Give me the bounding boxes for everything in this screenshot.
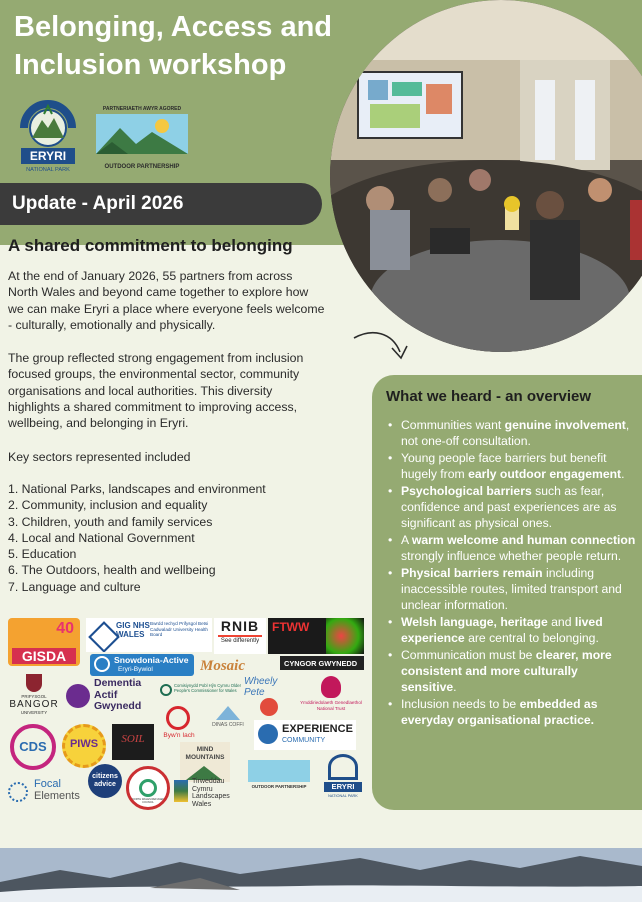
snowdonia-active-logo [90,654,194,676]
mosaic-name: Mosaic [200,658,245,674]
dinas-logo [204,706,252,736]
overview-text: including inaccessible routes, limited transport and unclear information. [401,565,622,613]
sector-item: 7. Language and culture [8,579,141,594]
nhs-logo [86,618,212,652]
sector-item: 3. Children, youth and family services [8,514,213,529]
overview-emphasis: warm welcome and human connection [411,532,636,547]
overview-item [384,565,636,614]
gisda-logo [8,618,80,666]
sector-item: 6. The Outdoors, health and wellbeing [8,563,216,578]
bangor-name: BANGOR [9,699,59,710]
dementia-text: Dementia Actif Gwynedd [94,678,142,712]
soil-logo [112,724,154,760]
overview-emphasis: genuine involvement [504,418,626,432]
eryri2-sub: NATIONAL PARK [328,794,358,798]
commissioner-text: Comisiynydd Pobl Hŷn Cymru Older People's Commissioner for Wales [174,683,242,694]
older-peoples-commissioner-logo [160,682,246,702]
overview-emphasis: embedded as everyday organisational practice. [401,696,598,728]
experience-sub: COMMUNITY [282,737,326,744]
mind-name: MIND MOUNTAINS [185,746,225,761]
curved-arrow-icon [352,330,412,375]
citizens-name: citizens advice [92,773,118,788]
focal-elements-logo [8,778,88,806]
overview-item [384,417,636,449]
overview-text: such as fear, confidence and past experiences are as significant as physical ones. [401,483,617,531]
text-line: At the end of January 2026, 55 partners from across [8,269,293,283]
overview-text: Communication must be [401,647,536,662]
overview-text: strongly influence whether people return. [401,549,622,564]
piws-logo [62,724,106,768]
rnib-sub: See differently [220,638,260,644]
bangor-sub: UNIVERSITY [20,710,48,715]
overview-text: Inclusion needs to be [401,696,520,711]
nhs-text: Bwrdd Iechyd Prifysgol Betsi Cadwaladr University Health Board [150,621,209,638]
gwynedd-name: CYNGOR GWYNEDD [284,659,358,668]
mountain-landscape-image [0,848,642,902]
stripes-icon [174,780,188,802]
wheely-name: Wheely Pete [244,676,278,698]
bywnlach-name: Byw'n Iach [163,732,195,739]
dementia-icon [66,684,90,708]
ftww-face-icon [326,618,364,654]
sector-list [8,481,266,595]
eryri-national-park-logo [18,92,78,174]
bangor-top: PRIFYSGOL [21,694,47,699]
cds-name: CDS [19,739,47,754]
ftww-name: FTWW [272,620,310,634]
text-line: - culturally, emotionally and physically. [8,317,216,332]
update-banner [0,183,322,225]
cyngor-gwynedd-logo [280,656,364,670]
overview-item [384,696,636,728]
overview-title: What we heard - an overview [386,388,592,405]
overview-emphasis: Physical barriers remain [401,565,543,580]
tirweddau-cymru-logo [174,776,240,810]
svg-text:PARTNERIAETH AWYR AGORED: PARTNERIAETH AWYR AGORED [102,106,182,112]
text-line: focused groups, the environmental sector, community [8,367,300,382]
gisda-name: GISDA [12,648,76,664]
landscape-icon [248,760,310,782]
text-line: we can make Eryri a place where everyone feels welcome [8,301,325,316]
bangor-university-logo [6,672,62,718]
focal-text: Focal Elements [34,778,80,802]
crest-icon [26,674,42,692]
overview-emphasis: Welsh language, heritage [401,614,548,629]
dementia-actif-logo [66,678,158,720]
refugee-council-logo [126,766,170,810]
heart-icon [166,706,190,730]
snowdonia-sub: Eryri-Bywiol [118,666,153,673]
partner-logos [0,614,372,814]
overview-item [384,647,636,696]
svg-text:NATIONAL PARK: NATIONAL PARK [26,167,70,173]
intro-paragraph-2 [8,350,358,431]
bulb-icon [8,782,28,802]
rnib-name: RNIB [220,618,260,634]
overview-text: , not one-off consultation. [401,418,630,449]
sector-item: 4. Local and National Government [8,530,195,545]
oak-leaf-icon [321,676,341,698]
text-line: The group reflected strong engagement from inclusion [8,351,304,365]
sector-item: 1. National Parks, landscapes and environment [8,482,266,496]
cds-logo [10,724,56,770]
text-line: wellbeing, and belonging in Eryri. [8,416,189,431]
overview-list [384,417,636,729]
overview-item [384,532,636,564]
update-label: Update - April 2026 [12,193,184,214]
sector-item: 5. Education [8,547,77,562]
commissioner-icon [160,684,172,696]
title-line-1: Belonging, Access and [14,11,332,43]
text-line: North Wales and beyond came together to explore how [8,285,309,300]
eryri-small-logo [322,754,364,802]
divider [218,635,262,637]
overview-emphasis: clearer, more consistent and more culturally sensitive [401,647,612,695]
eryri2-name: ERYRI [324,782,362,792]
national-trust-logo [298,676,364,722]
intro-paragraph-1 [8,268,358,333]
snowdonia-name: Snowdonia-Active [114,655,189,665]
eryri-name: ERYRI [29,149,67,163]
outdoor-partnership-small-logo [244,754,314,794]
page-title [14,8,344,84]
citizens-advice-logo [88,764,122,798]
sector-item: 2. Community, inclusion and equality [8,498,208,513]
wheel-icon [260,698,278,716]
national-trust-name: Ymddiriedolaeth Genedlaethol National Trust [300,700,362,711]
rnib-logo [214,618,266,654]
overview-text: Communities want [401,418,505,432]
title-line-2: Inclusion workshop [14,49,287,81]
overview-item [384,450,636,482]
experience-name: EXPERIENCE [282,723,353,735]
overview-panel [372,375,642,810]
experience-community-logo [254,720,356,750]
piws-name: PIWS [69,738,99,750]
overview-emphasis: early outdoor engagement [468,467,622,482]
overview-text: . [621,467,625,482]
overview-emphasis: Psychological barriers [401,483,532,498]
overview-text: and [547,614,575,629]
overview-text: Young people face barriers but benefit hugely from [401,450,607,482]
outdoor-partnership-logo [92,104,192,172]
overview-text: . [453,680,457,695]
text-line: organisations and local authorities. This diversity [8,383,273,398]
outdoor2-name: OUTDOOR PARTNERSHIP [251,784,307,789]
text-line: highlights a shared commitment to improving access, [8,399,298,414]
nhs-main: GIG NHS WALES [116,621,150,639]
swirl-icon [94,656,110,672]
soil-name: SOIL [121,733,145,745]
mountain-icon [216,706,240,720]
person-icon [258,724,278,744]
dinas-name: DINAS COFFI [212,722,244,728]
overview-emphasis: lived experience [401,614,603,646]
ring-icon [139,779,157,797]
overview-item [384,614,636,646]
ftww-logo [268,618,364,654]
section-heading: A shared commitment to belonging [8,236,293,255]
gisda-number: 40 [56,620,74,637]
tirweddau-text: Tirweddau Cymru Landscapes Wales [192,778,230,808]
eryri-arc-icon [328,754,358,780]
overview-text: A [401,532,412,547]
overview-item [384,483,636,532]
sectors-intro: Key sectors represented included [8,450,191,464]
overview-text: are central to belonging. [464,631,599,646]
refugee-name: NORTH WALES REFUGEE COUNCIL [131,798,165,804]
svg-text:OUTDOOR PARTNERSHIP: OUTDOOR PARTNERSHIP [104,164,180,170]
